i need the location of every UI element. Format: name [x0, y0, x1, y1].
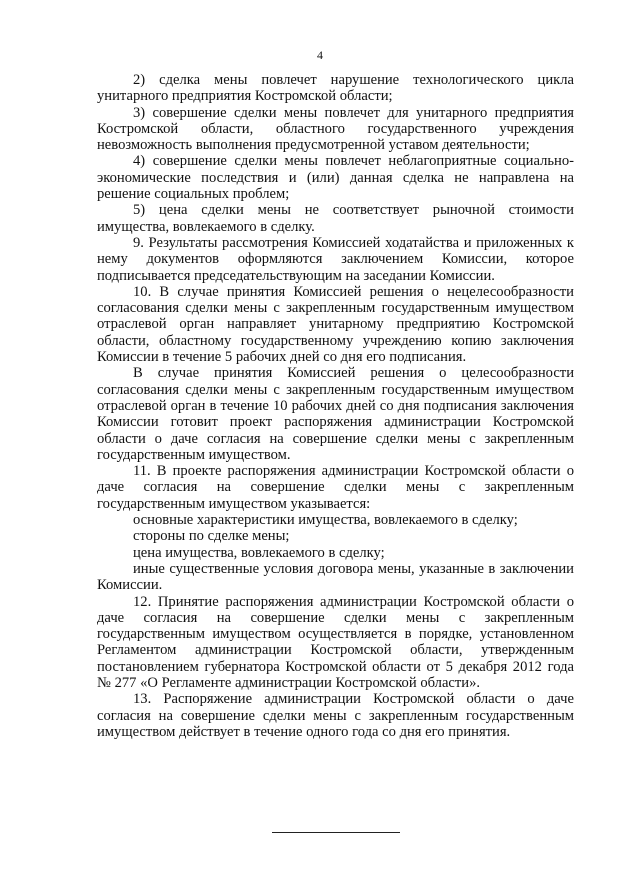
paragraph: 10. В случае принятия Комиссией решения о нецелесообразности согласования сделки мены с закрепленным государственным имуществом отраслевой орган направляет унитарному предприятию Костромской области, областному государственному учреждению копию заключения Комиссии в течение 5 рабочих дней со дня его подписания. — [97, 283, 574, 366]
paragraph: основные характеристики имущества, вовлекаемого в сделку; — [133, 512, 518, 529]
paragraph: иные существенные условия договора мены, указанные в заключении Комиссии. — [97, 560, 574, 594]
paragraph: 9. Результаты рассмотрения Комиссией ходатайства и приложенных к нему документов оформляются заключением Комиссии, которое подписывается председательствующим на заседании Комиссии. — [97, 234, 574, 284]
paragraph: В случае принятия Комиссией решения о целесообразности согласования сделки мены с закрепленным государственным имуществом отраслевой орган в течение 10 рабочих дней со дня подписания заключения Комиссии готовит проект распоряжения администрации Костромской области о даче согласия на совершение сделки мены с закрепленным государственным имуществом. — [97, 365, 574, 463]
paragraph: 12. Принятие распоряжения администрации Костромской области о даче согласия на совершение сделки мены с закрепленным государственным имуществом осуществляется в порядке, установленном Регламентом администрации Костромской области, утвержденным постановлением губернатора Костромской области от 5 декабря 2012 года № 277 «О Регламенте администрации Костромской области». — [97, 593, 574, 691]
paragraph: 4) совершение сделки мены повлечет неблагоприятные социально-экономические последствия и (или) данная сделка не направлена на решение социальных проблем; — [97, 153, 574, 203]
end-of-document-rule — [272, 832, 400, 833]
paragraph: цена имущества, вовлекаемого в сделку; — [133, 544, 385, 561]
document-body — [97, 72, 574, 740]
paragraph: 3) совершение сделки мены повлечет для унитарного предприятия Костромской области, областного государственного учреждения невозможность выполнения предусмотренной уставом деятельности; — [97, 104, 574, 154]
paragraph: 13. Распоряжение администрации Костромской области о даче согласия на совершение сделки мены с закрепленным государственным имуществом действует в течение одного года со дня его принятия. — [97, 691, 574, 740]
paragraph: 11. В проекте распоряжения администрации Костромской области о даче согласия на совершение сделки мены с закрепленным государственным имуществом указывается: — [97, 463, 574, 512]
paragraph: стороны по сделке мены; — [133, 528, 290, 545]
paragraph: 2) сделка мены повлечет нарушение технологического цикла унитарного предприятия Костромской области; — [97, 72, 574, 105]
paragraph: 5) цена сделки мены не соответствует рыночной стоимости имущества, вовлекаемого в сделку. — [97, 202, 574, 235]
page-number: 4 — [317, 48, 323, 62]
